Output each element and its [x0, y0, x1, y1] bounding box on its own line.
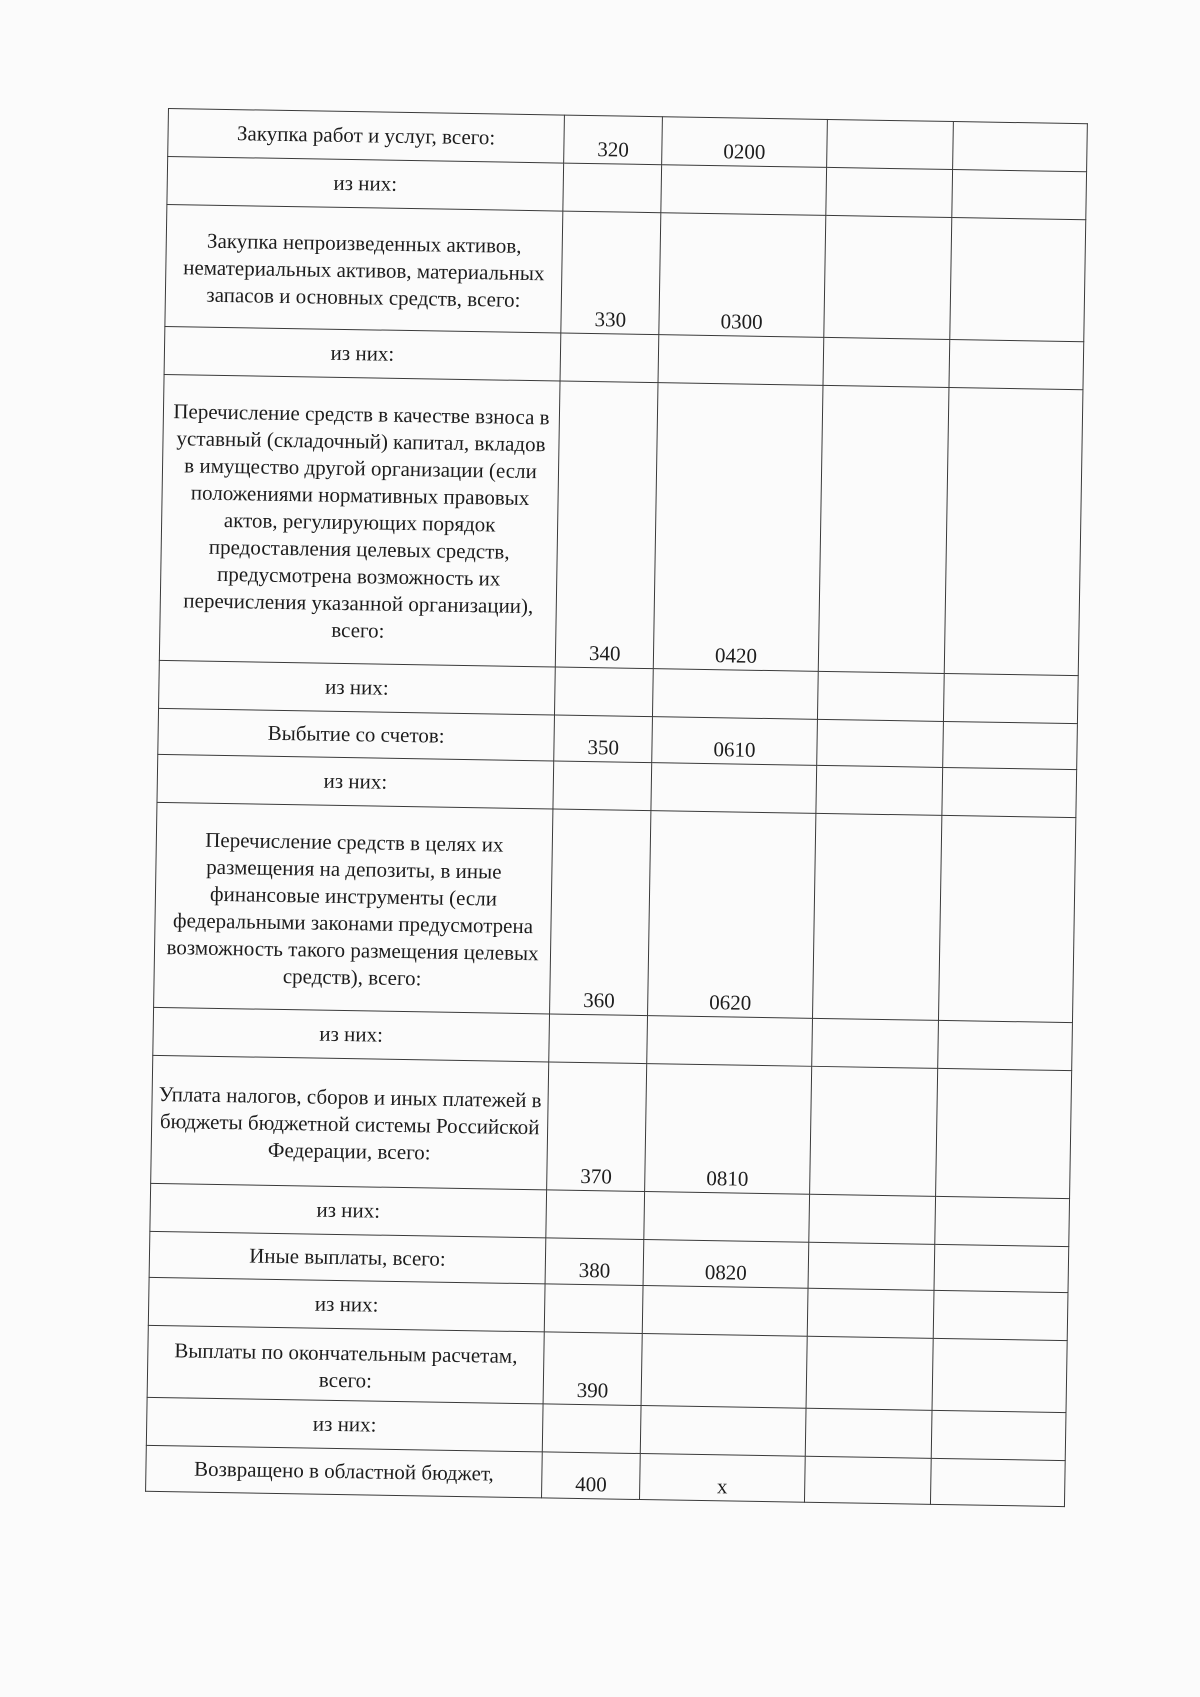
row-kosgu [642, 1334, 807, 1409]
value-cell [812, 813, 942, 1020]
row-kosgu: 0200 [662, 117, 827, 168]
value-cell [939, 815, 1076, 1022]
value-cell [807, 1288, 935, 1338]
value-cell [943, 721, 1077, 769]
value-cell [804, 1456, 932, 1504]
value-cell [945, 387, 1083, 675]
row-name: из них: [157, 754, 554, 809]
row-code: 390 [543, 1332, 643, 1406]
value-cell [936, 1068, 1072, 1198]
value-cell [932, 1338, 1067, 1412]
value-cell [809, 1066, 938, 1196]
report-table [145, 108, 1088, 1507]
row-code: 320 [564, 115, 663, 165]
row-code: 400 [542, 1452, 641, 1500]
row-code: 340 [555, 381, 658, 669]
row-name: из них: [159, 660, 556, 715]
value-cell [825, 167, 953, 217]
value-cell [542, 1404, 641, 1454]
row-kosgu: x [640, 1454, 805, 1503]
row-name: Выплаты по окончательным расчетам, всего: [147, 1325, 544, 1404]
row-name: Закупка работ и услуг, всего: [168, 109, 565, 164]
value-cell [935, 1196, 1069, 1246]
value-cell [823, 215, 952, 339]
value-cell [949, 340, 1083, 390]
value-cell [641, 1406, 806, 1457]
value-cell [643, 1286, 808, 1337]
row-kosgu: 0300 [659, 213, 825, 338]
row-name: Возвращено в областной бюджет, [146, 1445, 543, 1498]
row-name: из них: [164, 326, 561, 381]
value-cell [952, 170, 1086, 220]
row-name: Перечисление средств в целях их размещения на депозиты, в иные финансовые инструменты (если федеральными законами предусмотрена возможность такого размещения целевых средств), всего: [154, 802, 553, 1014]
value-cell [808, 1242, 936, 1290]
row-name: Иные выплаты, всего: [149, 1231, 546, 1284]
row-name: Закупка непроизведенных активов, нематериальных активов, материальных запасов и основных средств, всего: [165, 204, 563, 333]
value-cell [942, 767, 1076, 817]
value-cell [950, 218, 1086, 342]
row-name: Перечисление средств в качестве взноса в уставный (складочный) капитал, вкладов в имущество другой организации (если положениями нормативных правовых актов, регулирующих порядок предоставления целевых средств, предусмотрена возможность их перечисления указанной организации), всего: [159, 374, 560, 667]
value-cell [658, 335, 823, 386]
value-cell [816, 719, 944, 767]
value-cell [651, 763, 816, 814]
value-cell [661, 165, 826, 216]
value-cell [826, 119, 954, 169]
table-row [165, 204, 1086, 341]
row-code: 350 [554, 715, 653, 763]
value-cell [555, 667, 654, 717]
value-cell [553, 761, 652, 811]
value-cell [806, 1336, 934, 1410]
value-cell [953, 122, 1087, 172]
value-cell [560, 333, 659, 383]
value-cell [944, 673, 1078, 723]
row-kosgu: 0820 [644, 1240, 809, 1289]
value-cell [549, 1014, 648, 1064]
report-table-wrapper [145, 108, 1088, 1507]
row-name: из них: [167, 157, 564, 212]
value-cell [546, 1190, 645, 1240]
value-cell [808, 1194, 936, 1244]
value-cell [811, 1018, 939, 1068]
value-cell [647, 1016, 812, 1067]
value-cell [931, 1458, 1065, 1506]
value-cell [817, 671, 945, 721]
row-name: из них: [146, 1397, 543, 1452]
value-cell [563, 163, 662, 213]
value-cell [823, 337, 951, 387]
value-cell [815, 765, 943, 815]
row-name: из них: [150, 1183, 547, 1238]
row-code: 380 [545, 1238, 644, 1286]
table-row [159, 374, 1083, 675]
value-cell [818, 385, 950, 673]
value-cell [934, 1244, 1068, 1292]
row-kosgu: 0620 [648, 811, 815, 1019]
value-cell [644, 1192, 809, 1243]
row-code: 370 [547, 1062, 648, 1192]
row-kosgu: 0610 [652, 717, 817, 766]
row-name: Уплата налогов, сборов и иных платежей в бюджеты бюджетной системы Российской Федерации, всего: [151, 1055, 549, 1190]
value-cell [932, 1410, 1066, 1460]
row-name: Выбытие со счетов: [158, 708, 555, 761]
value-cell [805, 1408, 933, 1458]
table-row [154, 802, 1076, 1022]
value-cell [653, 669, 818, 720]
value-cell [938, 1020, 1072, 1070]
row-code: 360 [550, 809, 652, 1016]
row-name: из них: [148, 1277, 545, 1332]
row-code: 330 [561, 211, 661, 335]
row-kosgu: 0810 [645, 1064, 811, 1195]
value-cell [934, 1290, 1068, 1340]
row-kosgu: 0420 [654, 383, 823, 672]
row-name: из них: [153, 1007, 550, 1062]
value-cell [544, 1284, 643, 1334]
table-row [151, 1055, 1072, 1198]
